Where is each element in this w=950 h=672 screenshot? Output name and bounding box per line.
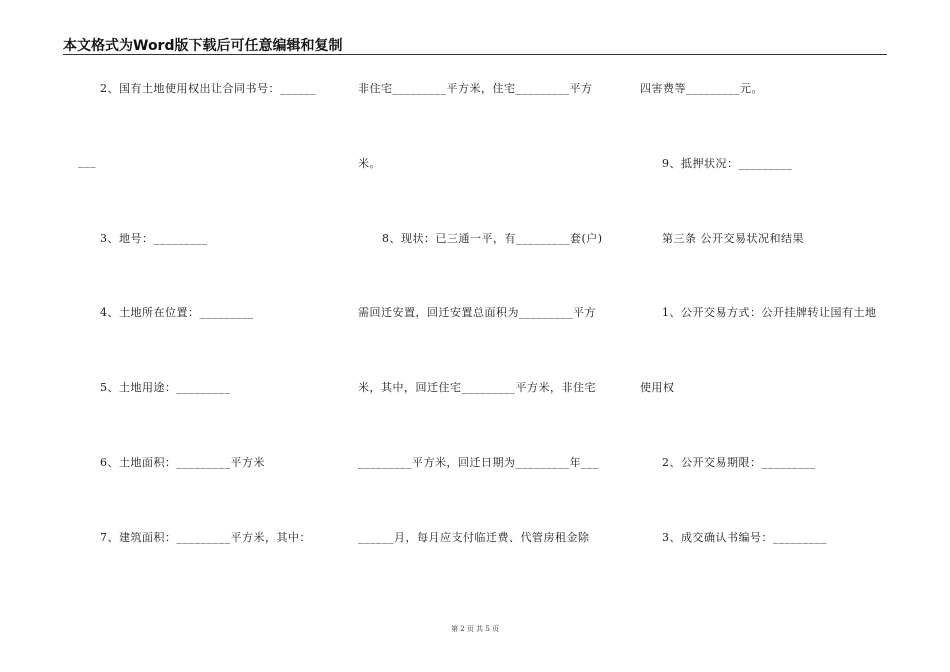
left-line-3: 3、地号：_________ <box>100 232 208 245</box>
middle-line-7: ______月，每月应支付临迁费、代管房租金除 <box>358 531 590 544</box>
middle-line-1: 非住宅_________平方米，住宅_________平方 <box>358 82 593 95</box>
document-header <box>63 34 887 55</box>
left-line-2: ___ <box>78 155 96 168</box>
middle-line-5: 米，其中，回迁住宅_________平方米，非住宅 <box>358 381 596 394</box>
middle-line-2: 米。 <box>358 157 381 170</box>
right-line-5: 使用权 <box>640 381 675 394</box>
middle-line-4: 需回迁安置，回迁安置总面积为_________平方 <box>358 306 596 319</box>
right-line-3: 第三条 公开交易状况和结果 <box>662 232 804 245</box>
left-line-4: 4、土地所在位置：_________ <box>100 306 254 319</box>
left-line-6: 6、土地面积：_________平方米 <box>100 456 265 469</box>
middle-line-3: 8、现状：已三通一平，有_________套(户) <box>382 232 603 245</box>
middle-line-6: _________平方米，回迁日期为_________年___ <box>358 456 599 469</box>
left-line-7: 7、建筑面积：_________平方米，其中： <box>100 531 311 544</box>
left-line-5: 5、土地用途：_________ <box>100 381 231 394</box>
right-line-6: 2、公开交易期限：_________ <box>662 456 816 469</box>
header-title: 本文格式为Word版下载后可任意编辑和复制 <box>63 38 343 54</box>
right-line-2: 9、抵押状况：_________ <box>662 157 793 170</box>
right-line-1: 四害费等_________元。 <box>640 82 763 95</box>
right-line-7: 3、成交确认书编号：_________ <box>662 531 827 544</box>
left-line-1: 2、国有土地使用权出让合同书号：______ <box>100 82 316 95</box>
page-number-footer: 第 2 页 共 5 页 <box>450 625 500 633</box>
right-line-4: 1、公开交易方式：公开挂牌转让国有土地 <box>662 306 877 319</box>
